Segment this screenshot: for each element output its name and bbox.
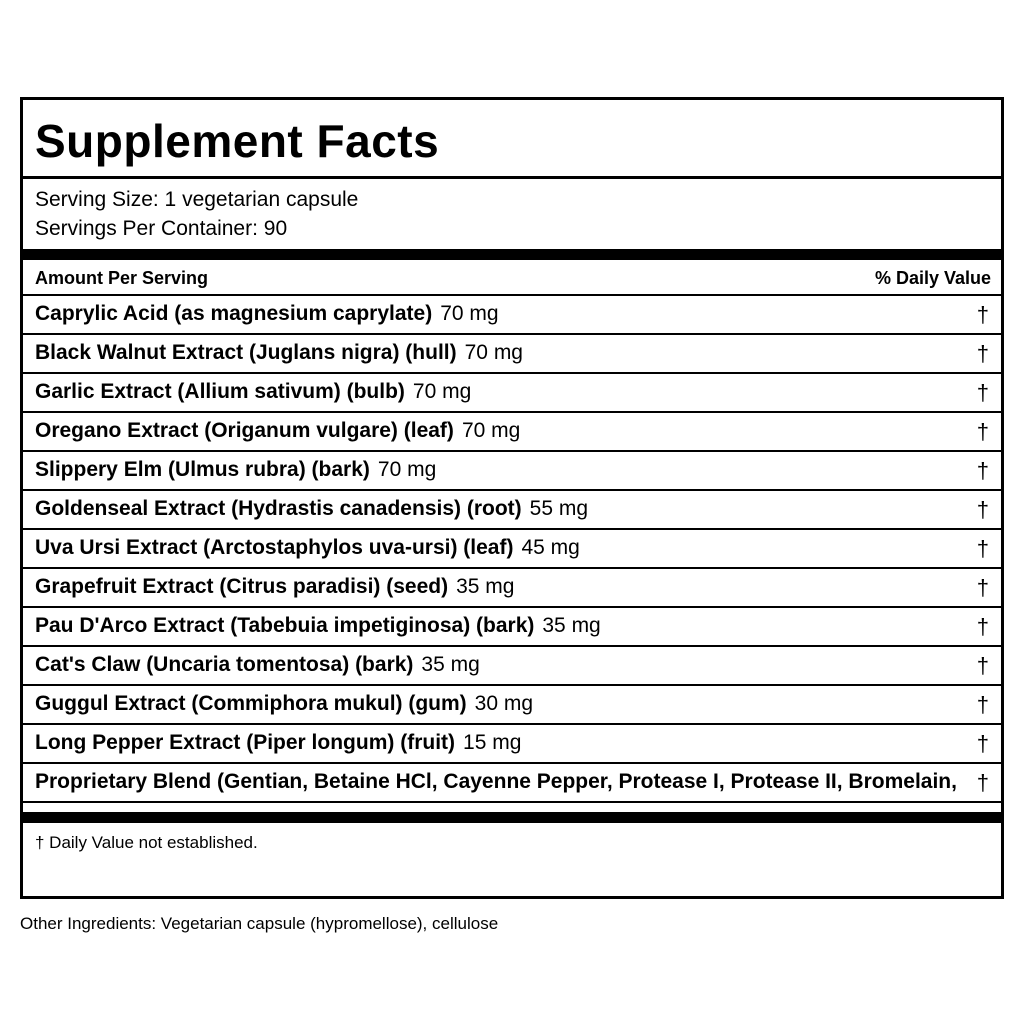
ingredient-amount: 35 mg bbox=[542, 614, 601, 637]
ingredient-row bbox=[23, 686, 1001, 725]
ingredient-name: Pau D'Arco Extract (Tabebuia impetiginosa) (bark) bbox=[35, 614, 535, 637]
ingredient-text bbox=[35, 497, 588, 521]
ingredient-row bbox=[23, 374, 1001, 413]
ingredient-amount: 15 mg bbox=[463, 731, 522, 754]
ingredient-amount: 30 mg bbox=[474, 692, 534, 715]
ingredient-text bbox=[35, 419, 520, 443]
ingredient-row bbox=[23, 764, 1001, 803]
supplement-facts-panel bbox=[20, 97, 1004, 899]
ingredient-name: Proprietary Blend (Gentian, Betaine HCl, Cayenne Pepper, Protease I, Protease II, Bromelain, bbox=[35, 770, 957, 793]
panel-title: Supplement Facts bbox=[35, 115, 440, 167]
ingredient-name: Black Walnut Extract (Juglans nigra) (hull) bbox=[35, 341, 457, 364]
daily-value-dagger: † bbox=[976, 536, 989, 561]
ingredient-row bbox=[23, 413, 1001, 452]
ingredient-amount: 55 mg bbox=[529, 497, 589, 520]
daily-value-dagger: † bbox=[976, 653, 989, 678]
ingredient-amount: 35 mg bbox=[456, 575, 515, 598]
ingredient-row bbox=[23, 725, 1001, 764]
ingredient-row bbox=[23, 491, 1001, 530]
servings-per-container: Servings Per Container: 90 bbox=[35, 217, 288, 240]
footnote: † Daily Value not established. bbox=[35, 833, 258, 852]
ingredient-text bbox=[35, 575, 514, 599]
daily-value-dagger: † bbox=[976, 341, 989, 366]
ingredient-text bbox=[35, 770, 965, 794]
ingredient-amount: 70 mg bbox=[377, 458, 437, 481]
daily-value-dagger: † bbox=[976, 302, 989, 327]
ingredient-amount: 45 mg bbox=[521, 536, 580, 559]
ingredient-text bbox=[35, 458, 436, 482]
ingredient-text bbox=[35, 302, 499, 326]
daily-value-dagger: † bbox=[976, 731, 989, 756]
ingredient-row bbox=[23, 647, 1001, 686]
ingredient-text bbox=[35, 614, 601, 638]
ingredient-text bbox=[35, 731, 521, 755]
daily-value-dagger: † bbox=[976, 692, 989, 717]
ingredient-name: Goldenseal Extract (Hydrastis canadensis) (root) bbox=[35, 497, 522, 520]
ingredient-amount: 70 mg bbox=[440, 302, 499, 325]
daily-value-dagger: † bbox=[976, 497, 989, 522]
thick-divider-top bbox=[23, 249, 1001, 260]
daily-value-dagger: † bbox=[976, 614, 989, 639]
daily-value-dagger: † bbox=[976, 380, 989, 405]
ingredient-text bbox=[35, 341, 523, 365]
daily-value-header: % Daily Value bbox=[874, 268, 991, 288]
ingredient-name: Cat's Claw (Uncaria tomentosa) (bark) bbox=[35, 653, 414, 676]
ingredient-name: Oregano Extract (Origanum vulgare) (leaf) bbox=[35, 419, 454, 442]
ingredient-name: Grapefruit Extract (Citrus paradisi) (seed) bbox=[35, 575, 449, 598]
ingredient-name: Guggul Extract (Commiphora mukul) (gum) bbox=[35, 692, 467, 715]
other-ingredients: Other Ingredients: Vegetarian capsule (hypromellose), cellulose bbox=[20, 914, 499, 933]
ingredient-amount: 70 mg bbox=[461, 419, 521, 442]
column-header-row bbox=[23, 260, 1001, 296]
daily-value-dagger: † bbox=[976, 419, 989, 444]
daily-value-dagger: † bbox=[976, 458, 989, 483]
ingredient-row bbox=[23, 569, 1001, 608]
ingredient-row bbox=[23, 296, 1001, 335]
ingredient-name: Caprylic Acid (as magnesium caprylate) bbox=[35, 302, 433, 325]
ingredient-amount: 70 mg bbox=[464, 341, 523, 364]
ingredient-amount: 70 mg bbox=[412, 380, 472, 403]
ingredient-amount: 35 mg bbox=[421, 653, 480, 676]
panel-title-box bbox=[23, 100, 1001, 179]
ingredient-text bbox=[35, 380, 471, 404]
thick-divider-bottom bbox=[23, 812, 1001, 823]
ingredient-text bbox=[35, 692, 533, 716]
daily-value-dagger: † bbox=[976, 770, 989, 795]
ingredient-rows bbox=[23, 296, 1001, 803]
ingredient-name: Garlic Extract (Allium sativum) (bulb) bbox=[35, 380, 405, 403]
ingredient-name: Long Pepper Extract (Piper longum) (fruit) bbox=[35, 731, 456, 754]
ingredient-row bbox=[23, 530, 1001, 569]
ingredient-row bbox=[23, 335, 1001, 374]
serving-size: Serving Size: 1 vegetarian capsule bbox=[35, 188, 359, 211]
amount-per-serving-header: Amount Per Serving bbox=[35, 268, 209, 288]
serving-info bbox=[23, 179, 1001, 249]
ingredient-row bbox=[23, 452, 1001, 491]
ingredient-row bbox=[23, 608, 1001, 647]
ingredient-text bbox=[35, 536, 580, 560]
ingredient-text bbox=[35, 653, 480, 677]
ingredient-name: Slippery Elm (Ulmus rubra) (bark) bbox=[35, 458, 370, 481]
ingredient-name: Uva Ursi Extract (Arctostaphylos uva-ursi) (leaf) bbox=[35, 536, 514, 559]
daily-value-dagger: † bbox=[976, 575, 989, 600]
